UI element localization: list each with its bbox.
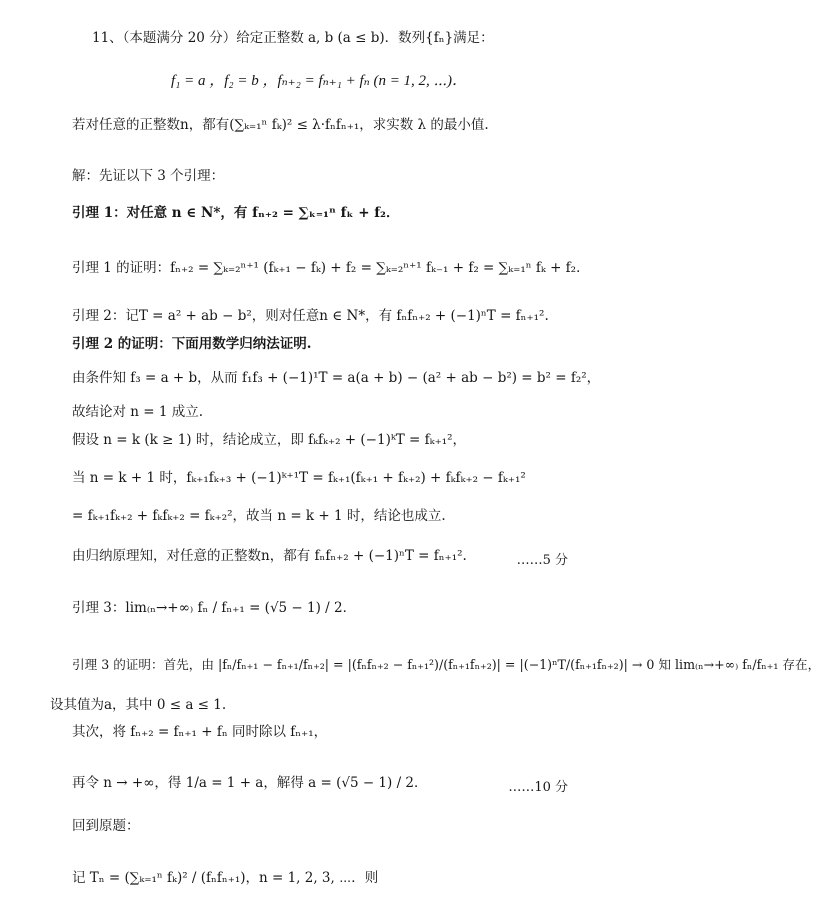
lemma-3-proof: 引理 3 的证明：首先，由 |fₙ/fₙ₊₁ − fₙ₊₁/fₙ₊₂| = |(fₙfₙ₊₂ − fₙ₊₁²)/(fₙ₊₁fₙ₊₂)| = |(−1)ⁿT/(fₙ₊₁fₙ₊₂)| → 0 知 lim₍ₙ→+∞₎ fₙ/fₙ₊₁ 存在， <box>72 657 820 672</box>
solution-start: 解：先证以下 3 个引理： <box>72 168 225 184</box>
back-to-problem: 回到原题： <box>72 818 140 834</box>
lemma-2: 引理 2：记T = a² + ab − b²，则对任意n ∈ N*，有 fₙfₙ₊₂ + (−1)ⁿT = fₙ₊₁². <box>72 308 549 324</box>
lemma-3-proof-line: 再令 n → +∞，得 1/a = 1 + a，解得 a = (√5 − 1) / 2． <box>72 775 428 791</box>
problem-intro: 11、（本题满分 20 分）给定正整数 a, b (a ≤ b)．数列{fₙ}满足： <box>92 30 494 46</box>
lemma-2-proof-line: 当 n = k + 1 时，fₖ₊₁fₖ₊₃ + (−1)ᵏ⁺¹T = fₖ₊₁(fₖ₊₁ + fₖ₊₂) + fₖfₖ₊₂ − fₖ₊₁² <box>72 470 526 486</box>
lemma-2-proof-line: = fₖ₊₁fₖ₊₂ + fₖfₖ₊₂ = fₖ₊₂²，故当 n = k + 1 时，结论也成立. <box>72 508 446 524</box>
lemma-1: 引理 1：对任意 n ∈ N*，有 fₙ₊₂ = ∑ₖ₌₁ⁿ fₖ + f₂． <box>72 205 400 221</box>
lemma-1-proof: 引理 1 的证明：fₙ₊₂ = ∑ₖ₌₂ⁿ⁺¹ (fₖ₊₁ − fₖ) + f₂ = ∑ₖ₌₂ⁿ⁺¹ fₖ₋₁ + f₂ = ∑ₖ₌₁ⁿ fₖ + f₂． <box>72 260 590 276</box>
define-t: 记 Tₙ = (∑ₖ₌₁ⁿ fₖ)² / (fₙfₙ₊₁)，n = 1, 2, 3, ⋯．则 <box>72 870 379 886</box>
lemma-2-proof-line: 假设 n = k (k ≥ 1) 时，结论成立，即 fₖfₖ₊₂ + (−1)ᵏT = fₖ₊₁²， <box>72 432 467 448</box>
lemma-2-proof-line: 由条件知 f₃ = a + b，从而 f₁f₃ + (−1)¹T = a(a + b) − (a² + ab − b²) = b² = f₂²， <box>72 370 601 386</box>
lemma-2-proof-line: 故结论对 n = 1 成立. <box>72 404 204 420</box>
lemma-2-proof-line: 由归纳原理知，对任意的正整数n，都有 fₙfₙ₊₂ + (−1)ⁿT = fₙ₊₁². <box>72 548 467 564</box>
lemma-3: 引理 3：lim₍ₙ→+∞₎ fₙ / fₙ₊₁ = (√5 − 1) / 2． <box>72 600 357 616</box>
score-mark: ……5 分 <box>516 553 568 568</box>
recurrence-formula: f₁ = a ，f₂ = b ，fₙ₊₂ = fₙ₊₁ + fₙ (n = 1, 2, ⋯)． <box>170 73 468 89</box>
score-mark: ……10 分 <box>508 780 568 795</box>
lemma-2-proof-head: 引理 2 的证明：下面用数学归纳法证明. <box>72 336 312 352</box>
problem-question: 若对任意的正整数n，都有(∑ₖ₌₁ⁿ fₖ)² ≤ λ·fₙfₙ₊₁，求实数 λ 的最小值. <box>72 117 489 133</box>
lemma-3-proof-line: 其次，将 fₙ₊₂ = fₙ₊₁ + fₙ 同时除以 fₙ₊₁， <box>72 724 328 740</box>
lemma-3-proof-line: 设其值为a，其中 0 ≤ a ≤ 1. <box>50 697 227 713</box>
